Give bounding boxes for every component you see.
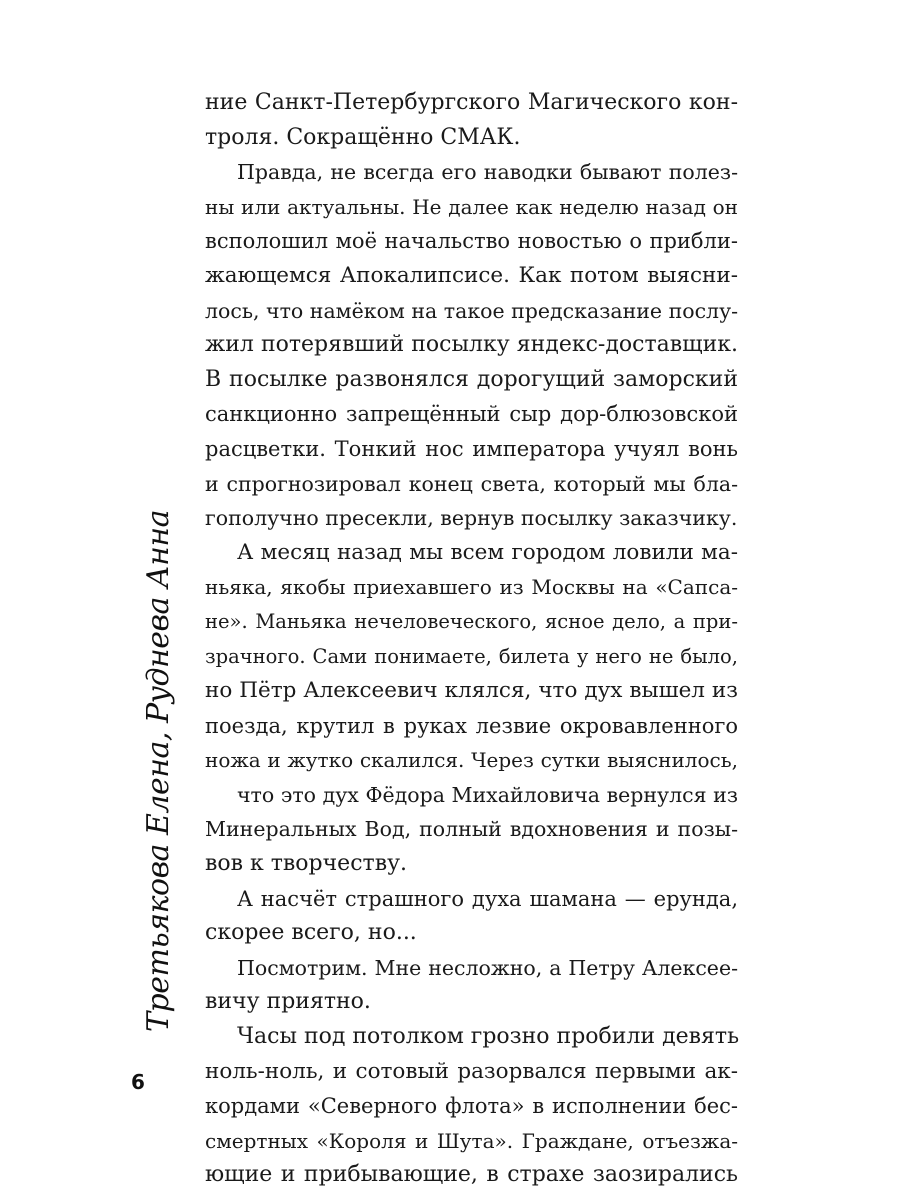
running-title: Третьякова Елена, Руднева Анна xyxy=(141,509,176,1032)
text-line: ньяка, якобы приехавшего из Москвы на «Сапса- xyxy=(205,575,738,600)
text-line: всполошил моё начальство новостью о прибли- xyxy=(205,229,738,254)
text-line: жающемся Апокалипсисе. Как потом выясни- xyxy=(205,262,738,288)
text-line: зрачного. Сами понимаете, билета у него не было, xyxy=(205,644,738,668)
text-line: ние Санкт-Петербургского Магического кон- xyxy=(205,90,738,115)
text-line: санкционно запрещённый сыр дор-блюзовской xyxy=(205,402,738,427)
text-line: не». Маньяка нечеловеческого, ясное дело, а при- xyxy=(205,609,738,633)
text-line: скорее всего, но... xyxy=(205,920,417,946)
text-line: поезда, крутил в руках лезвие окровавленного xyxy=(205,713,738,738)
text-line: Посмотрим. Мне несложно, а Петру Алексее- xyxy=(237,955,738,980)
text-line: смертных «Короля и Шута». Граждане, отъезжа- xyxy=(205,1128,738,1153)
page-body-text xyxy=(205,86,738,1193)
text-line: А месяц назад мы всем городом ловили ма- xyxy=(237,539,738,565)
text-line: кордами «Северного флота» в исполнении бес- xyxy=(205,1094,738,1119)
text-line: гополучно пресекли, вернув посылку заказчику. xyxy=(205,506,738,531)
text-line: жил потерявший посылку яндекс-доставщик. xyxy=(205,332,738,358)
page-number: 6 xyxy=(131,1070,145,1094)
text-line: В посылке развонялся дорогущий заморский xyxy=(205,366,738,392)
text-line: но Пётр Алексеевич клялся, что дух вышел из xyxy=(205,678,738,704)
text-line: Часы под потолком грозно пробили девять xyxy=(237,1024,740,1050)
text-line: расцветки. Тонкий нос императора учуял вонь xyxy=(205,436,738,461)
text-line: лось, что намёком на такое предсказание послу- xyxy=(205,298,739,323)
text-line: Минеральных Вод, полный вдохновения и позы- xyxy=(205,817,738,842)
text-line: ны или актуальны. Не далее как неделю назад он xyxy=(205,194,738,219)
text-line: вов к творчеству. xyxy=(205,851,408,877)
text-line: и спрогнозировал конец света, который мы бла- xyxy=(205,471,738,496)
text-line: вичу приятно. xyxy=(205,989,371,1015)
text-line: что это дух Фёдора Михайловича вернулся из xyxy=(237,782,738,807)
text-line: ножа и жутко скалился. Через сутки выяснилось, xyxy=(205,748,738,773)
text-line: А насчёт страшного духа шамана — ерунда, xyxy=(237,886,738,911)
text-line: Правда, не всегда его наводки бывают полез- xyxy=(237,160,738,185)
text-line: троля. Сокращённо СМАК. xyxy=(205,124,521,150)
text-line: ющие и прибывающие, в страхе заозирались xyxy=(205,1162,738,1188)
text-line: ноль-ноль, и сотовый разорвался первыми ак- xyxy=(205,1058,738,1084)
